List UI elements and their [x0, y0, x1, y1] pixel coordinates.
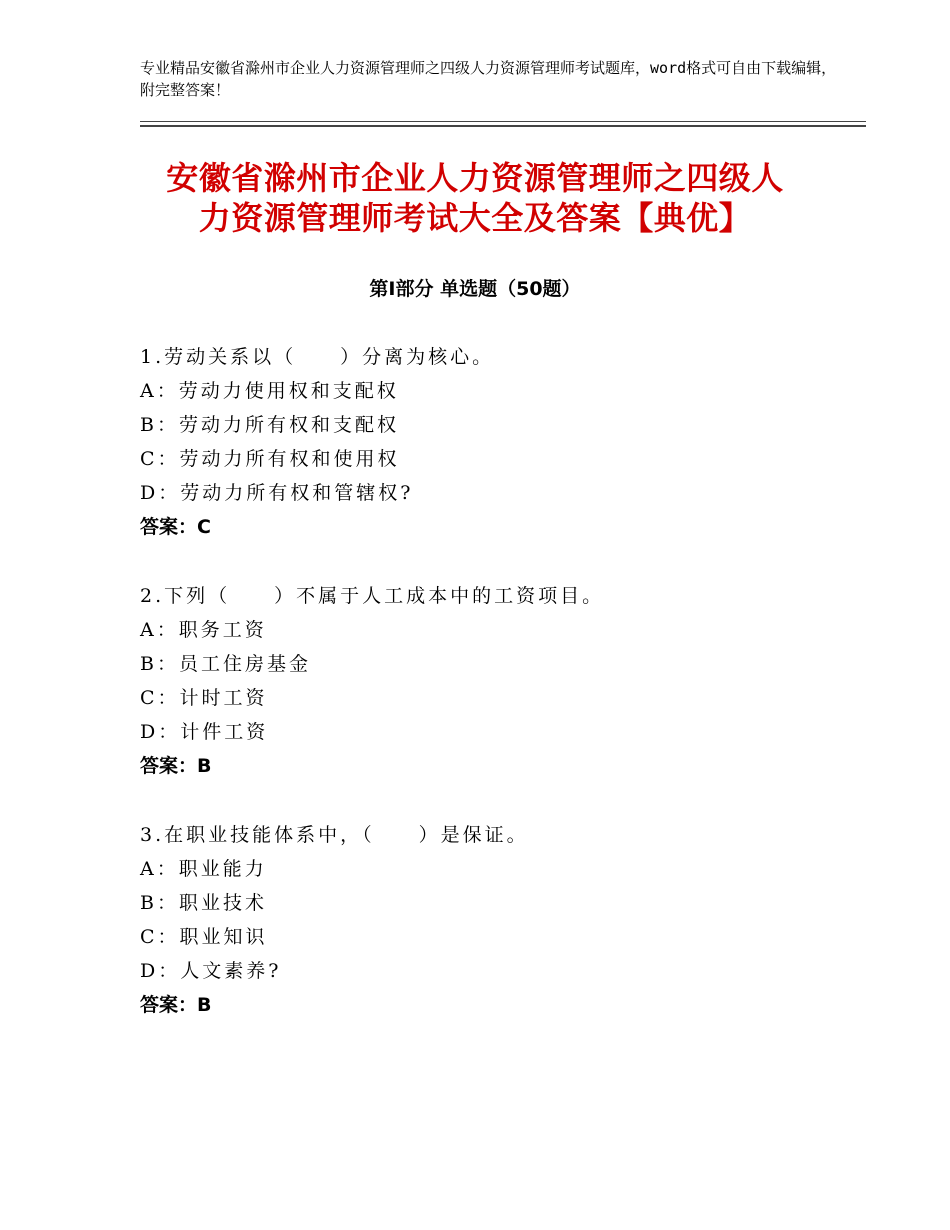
question-stem: 1.劳动关系以（ ）分离为核心。 [140, 346, 495, 368]
option-c: C：职业知识 [140, 926, 268, 948]
option-a: A：职务工资 [140, 619, 267, 641]
question-stem: 3.在职业技能体系中，（ ）是保证。 [140, 824, 529, 846]
answer: 答案：C [140, 516, 211, 538]
answer: 答案：B [140, 755, 212, 777]
header-divider-thin [140, 121, 866, 122]
option-a: A：劳动力使用权和支配权 [140, 380, 399, 402]
section-title: 第Ⅰ部分 单选题（50题） [369, 278, 581, 300]
option-c: C：劳动力所有权和使用权 [140, 448, 400, 470]
header-divider-thick [140, 125, 866, 127]
option-d: D：人文素养? [140, 960, 282, 982]
header-note: 专业精品安徽省滁州市企业人力资源管理师之四级人力资源管理师考试题库，word格式可自由下载编辑，附完整答案！ [140, 59, 837, 99]
document-title-line-2: 力资源管理师考试大全及答案【典优】 [198, 199, 752, 237]
option-c: C：计时工资 [140, 687, 268, 709]
option-b: B：职业技术 [140, 892, 267, 914]
answer: 答案：B [140, 994, 212, 1016]
question-3 [140, 818, 860, 1022]
document-title-line-1: 安徽省滁州市企业人力资源管理师之四级人 [166, 159, 784, 197]
option-b: B：劳动力所有权和支配权 [140, 414, 399, 436]
option-b: B：员工住房基金 [140, 653, 311, 675]
option-d: D：劳动力所有权和管辖权? [140, 482, 414, 504]
document-title [110, 158, 840, 238]
question-stem: 2.下列（ ）不属于人工成本中的工资项目。 [140, 585, 605, 607]
question-1 [140, 340, 860, 544]
question-2 [140, 579, 860, 783]
option-a: A：职业能力 [140, 858, 267, 880]
option-d: D：计件工资 [140, 721, 269, 743]
